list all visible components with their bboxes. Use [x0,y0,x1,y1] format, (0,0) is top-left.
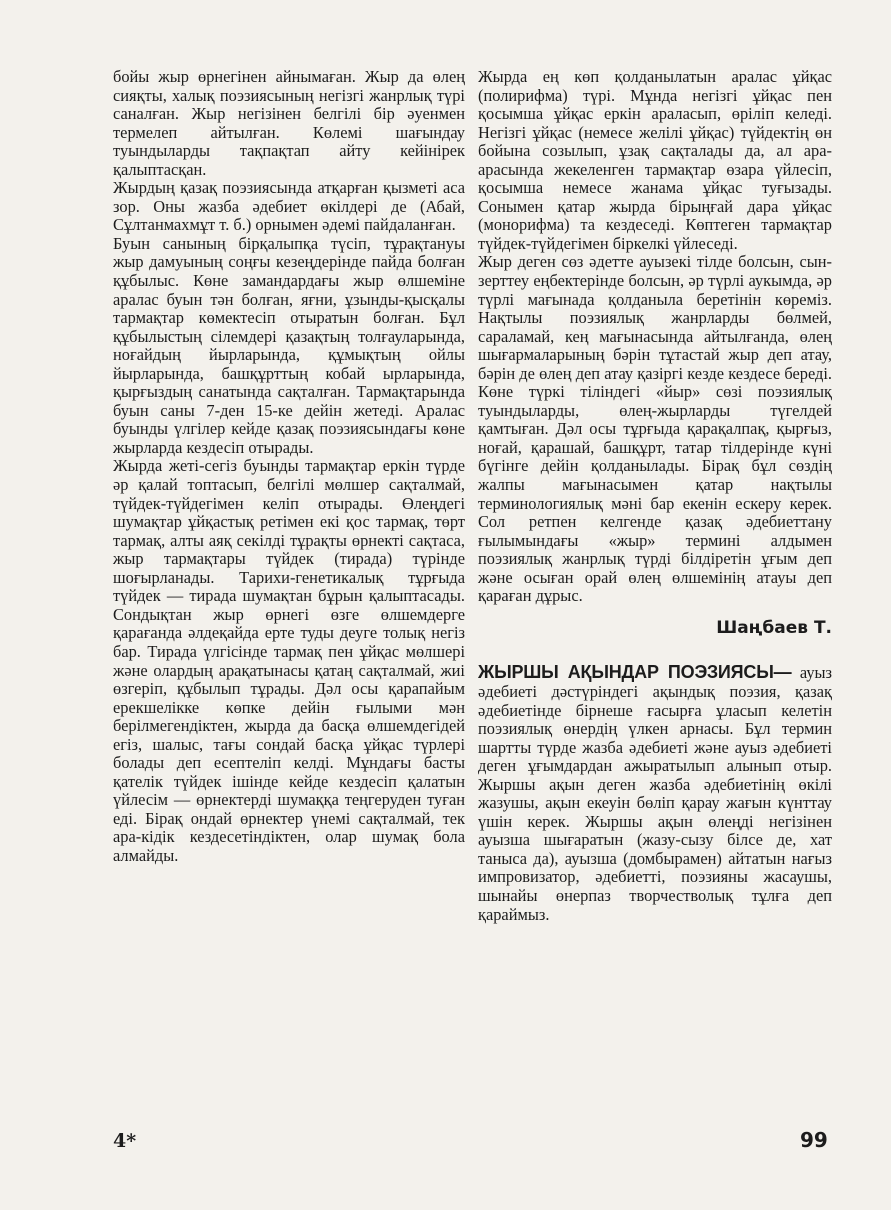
paragraph: Жырдың қазақ поэзиясында атқарған қызметі аса зор. Оны жазба әдебиет өкілдері де (Абай, Сұлтанмахмұт т. б.) орнымен әдемі пайдаланған. [113,178,465,235]
paragraph: Жырда ең көп қолданылатын аралас ұйқас (полирифма) түрі. Мұнда негізгі ұйқас пен қосымша ұйқас еркін араласып, өріліп келеді. Негізгі ұйқас (немесе желілі ұйқас) түйдектің өн бойына созылып, ұзақ сақталады да, ал ара-арасында жекеленген тармақтар өзара үйлесіп, қосымша немесе жанама ұйқас туғызады. Сонымен қатар жырда бірыңғай дара ұйқас (монорифма) та кездеседі. Көптеген тармақтар түйдек-түйдегімен біркелкі үйлеседі. [478,67,832,253]
entry-headword: ЖЫРШЫ АҚЫНДАР ПОЭЗИЯСЫ— [478,662,792,683]
paragraph: Буын санының бірқалыпқа түсіп, тұрақтануы жыр дамуының соңғы кезеңдерінде пайда болған құбылыс. Көне замандардағы жыр өлшеміне аралас буын тән болған, яғни, ұзынды-қысқалы тармақтар көмектесіп отыратын болған. Бұл құбылыстың сілемдері қазақтың толғауларында, ноғайдың йырларында, құмықтың ойлы йырларында, башқұрттың кобай ырларында, қырғыздың санатында сақталған. Тармақтарында буын саны 7-ден 15-ке дейін жетеді. Аралас буынды үлгілер кейде қазақ поэзиясындағы көне жырларда кездесіп отырады. [113,233,465,457]
right-column [478,68,832,924]
paragraph: бойы жыр өрнегінен айнымаған. Жыр да өлең сияқты, халық поэзиясының негізгі жанрлық түрі саналған. Жыр негізінен белгілі бір әуенмен термелеп айтылған. Көлемі шағындау туындыларды тақпақтап айту кейінірек қалыптасқан. [113,67,465,179]
left-column [113,68,465,866]
paragraph: Жырда жеті-сегіз буынды тармақтар еркін түрде әр қалай топтасып, белгілі мөлшер сақталмай, түйдек-түйдегімен келіп отырады. Өлеңдегі шумақтар ұйқастық ретімен екі қос тармақ, төрт тармақ, алты аяқ секілді тұрақты өрнекті сақтаса, жыр тармақтары түйдек (тирада) түрінде шоғырланады. Тарихи-генетикалық тұрғыда түйдек — тирада шумақтан бұрын қалыптасады. Сондықтан жыр өрнегі өзге өлшемдерге қарағанда әлдеқайда ерте туды деуге толық негіз бар. Тирада үлгісінде тармақ пен ұйқас мөлшері және олардың арақатынасы қатаң сақталмай, жиі өзгеріп, құбылып тұрады. Дәл осы қарапайым ерекшелікке көпке дейін ғылыми мән берілмегендіктен, жырда да басқа өлшемдегідей егіз, шалыс, тағы сондай басқа ұйқас түрлері болады деп есептеліп келді. Мұндағы басты қателік түйдек ішінде кейде кездесіп қалатын үйлесім — өрнектерді шумаққа теңгеруден туған еді. Бірақ ондай өрнектер үнемі сақталмай, тек ара-кідік кездесетіндіктен, олар шумақ бола алмайды. [113,456,465,865]
signature-mark: 4* [113,1130,137,1152]
page-number: 99 [800,1128,828,1152]
paragraph: Жыр деген сөз әдетте ауызекі тілде болсын, сын-зерттеу еңбектерінде болсын, әр түрлі аукымда, әр түрлі мағынада қолданыла беретінін көреміз. Нақтылы поэзиялық жанрларды бөлмей, сараламай, кең мағынасында айтылғанда, өлең шығармаларының бәрін тұтастай жыр деп атау, бәрін де өлең деп атау қазіргі кезде кездесе береді. Көне түркі тіліндегі «йыр» сөзі поэзиялық туындыларды, өлең-жырларды түгелдей қамтыған. Дәл осы тұрғыда қарақалпақ, қырғыз, ноғай, қарашай, башқұрт, татар тілдерінде күні бүгінге дейін қолданылады. Бірақ бұл сөздің жалпы мағынасымен қатар нақтылы терминологиялық мәні бар екенін ескеру керек. Сол ретпен келгенде қазақ әдебиеттану ғылымындағы «жыр» термині алдымен поэзиялық жанрлық түрді білдіретін ұғым деп және осыған орай өлең өлшемінің атауы деп қараған дұрыс. [478,252,832,606]
entry-text: ауыз әдебиеті дәстүріндегі ақындық поэзия, қазақ әдебиетінде бірнеше ғасырға ұласып келетін поэзиялық өнердің үлкен арнасы. Бұл термин шартты түрде жазба әдебиеті және ауыз әдебиеті деген ұғымдардан ажыратылып алынып отыр. Жыршы ақын деген жазба әдебиетінің өкілі жазушы, ақын екеуін бөліп қарау жағын күнттау үшін керек. Жыршы ақын өлеңді негізінен ауызша шығаратын (жазу-сызу білсе де, хат танысa да), ауызша (домбырамен) айтатын нағыз импровизатор, әдебиетті, поэзияны жасаушы, шынайы өнерпаз творчестволық тұлға деп қараймыз. [478,663,832,924]
author-signature: Шаңбаев Т. [716,617,832,638]
dictionary-entry [478,663,832,924]
